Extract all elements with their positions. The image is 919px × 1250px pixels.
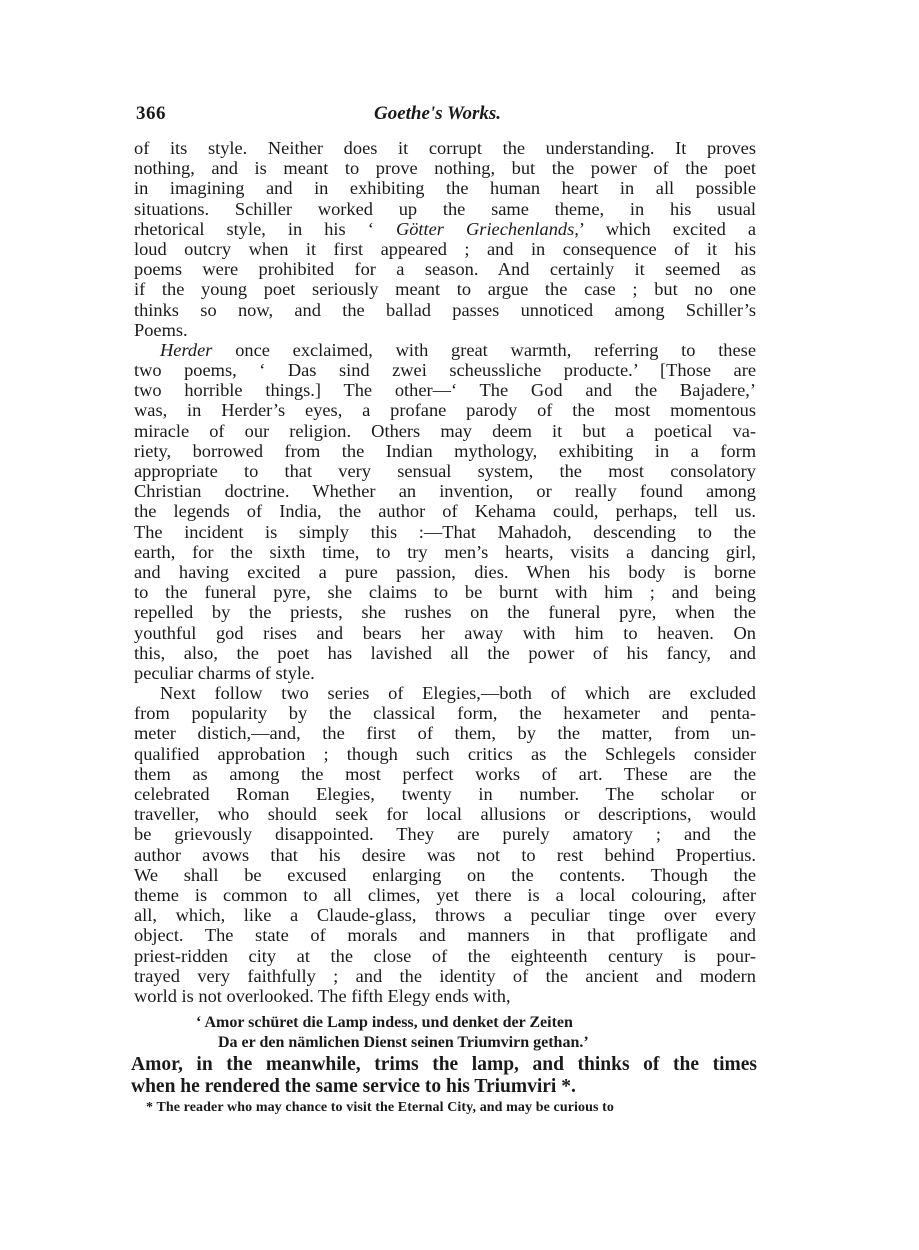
text-line: author avows that his desire was not to rest behind Propertius. bbox=[134, 844, 756, 865]
text-line: theme is common to all climes, yet there is a local colouring, after bbox=[134, 884, 756, 905]
translation-line: Amor, in the meanwhile, trims the lamp, and thinks of the times bbox=[131, 1054, 757, 1075]
text-line: if the young poet seriously meant to argue the case ; but no one bbox=[134, 279, 756, 300]
text-run: ’ which excited a bbox=[578, 218, 756, 239]
text-line: earth, for the sixth time, to try men’s hearts, visits a dancing girl, bbox=[134, 541, 756, 562]
italic-title: Götter Griechenlands, bbox=[395, 218, 579, 239]
text-line: two horrible things.] The other—‘ The God and the Bajadere,’ bbox=[134, 380, 756, 401]
text-line: The incident is simply this :—That Mahadoh, descending to the bbox=[134, 521, 756, 542]
text-line: youthful god rises and bears her away with him to heaven. On bbox=[134, 622, 756, 643]
text-line: nothing, and is meant to prove nothing, but the power of the poet bbox=[134, 158, 756, 179]
running-head: Goethe's Works. bbox=[374, 103, 502, 124]
quote-line: Da er den nämlichen Dienst seinen Triumvirn gethan.’ bbox=[218, 1034, 589, 1051]
body-text bbox=[134, 138, 756, 1006]
text-line: traveller, who should seek for local allusions or descriptions, would bbox=[134, 804, 756, 825]
translation-line: when he rendered the same service to his Triumviri *. bbox=[131, 1076, 576, 1097]
text-line: thinks so now, and the ballad passes unnoticed among Schiller’s bbox=[134, 299, 756, 320]
text-line: two poems, ‘ Das sind zwei scheussliche producte.’ [Those are bbox=[134, 360, 756, 381]
text-line: appropriate to that very sensual system, the most consolatory bbox=[134, 461, 756, 481]
page-number: 366 bbox=[136, 103, 166, 124]
german-verse-quote bbox=[196, 1013, 696, 1053]
text-line: this, also, the poet has lavished all the power of his fancy, and bbox=[134, 642, 756, 663]
text-run: rhetorical style, in his ‘ bbox=[134, 218, 396, 239]
text-line: object. The state of morals and manners in that profligate and bbox=[134, 925, 756, 946]
text-line: to the funeral pyre, she claims to be burnt with him ; and being bbox=[134, 582, 756, 603]
text-line: the legends of India, the author of Kehama could, perhaps, tell us. bbox=[134, 501, 756, 522]
text-line: Next follow two series of Elegies,—both of which are excluded bbox=[160, 683, 756, 704]
text-line: Poems. bbox=[134, 319, 188, 340]
text-line: peculiar charms of style. bbox=[134, 662, 315, 683]
text-line: situations. Schiller worked up the same theme, in his usual bbox=[134, 198, 756, 219]
text-line: meter distich,—and, the first of them, by the matter, from un- bbox=[134, 723, 756, 744]
text-line: priest-ridden city at the close of the eighteenth century is pour- bbox=[134, 945, 756, 966]
text-line: was, in Herder’s eyes, a profane parody of the most momentous bbox=[134, 400, 756, 421]
text-line: loud outcry when it first appeared ; and in consequence of it his bbox=[134, 238, 756, 259]
text-run: once exclaimed, with great warmth, referring to these bbox=[212, 339, 756, 360]
text-line: from popularity by the classical form, the hexameter and penta- bbox=[134, 703, 756, 724]
english-translation bbox=[131, 1054, 757, 1098]
text-line: poems were prohibited for a season. And certainly it seemed as bbox=[134, 259, 756, 280]
text-line: trayed very faithfully ; and the identity of the ancient and modern bbox=[134, 965, 756, 986]
text-line: be grievously disappointed. They are purely amatory ; and the bbox=[134, 824, 756, 845]
text-line: miracle of our religion. Others may deem it but a poetical va- bbox=[134, 420, 756, 441]
text-line: repelled by the priests, she rushes on the funeral pyre, when the bbox=[134, 602, 756, 623]
text-line: all, which, like a Claude-glass, throws a peculiar tinge over every bbox=[134, 905, 756, 926]
text-line: riety, borrowed from the Indian mythology, exhibiting in a form bbox=[134, 440, 756, 461]
text-line: world is not overlooked. The fifth Elegy ends with, bbox=[134, 985, 511, 1006]
text-line bbox=[134, 219, 756, 239]
text-line: qualified approbation ; though such critics as the Schlegels consider bbox=[134, 743, 756, 764]
text-line: We shall be excused enlarging on the contents. Though the bbox=[134, 864, 756, 885]
italic-name: Herder bbox=[160, 339, 213, 360]
text-line: Christian doctrine. Whether an invention, or really found among bbox=[134, 481, 756, 502]
footnote: * The reader who may chance to visit the Eternal City, and may be curious to bbox=[146, 1100, 615, 1115]
text-line: of its style. Neither does it corrupt the understanding. It proves bbox=[134, 138, 756, 158]
text-line: and having excited a pure passion, dies. When his body is borne bbox=[134, 561, 756, 582]
text-line: celebrated Roman Elegies, twenty in number. The scholar or bbox=[134, 784, 756, 804]
quote-line: ‘ Amor schüret die Lamp indess, und denket der Zeiten bbox=[196, 1014, 573, 1031]
text-line: them as among the most perfect works of art. These are the bbox=[134, 763, 756, 784]
text-line bbox=[134, 340, 756, 360]
text-line: in imagining and in exhibiting the human heart in all possible bbox=[134, 178, 756, 199]
page-header bbox=[136, 103, 756, 129]
